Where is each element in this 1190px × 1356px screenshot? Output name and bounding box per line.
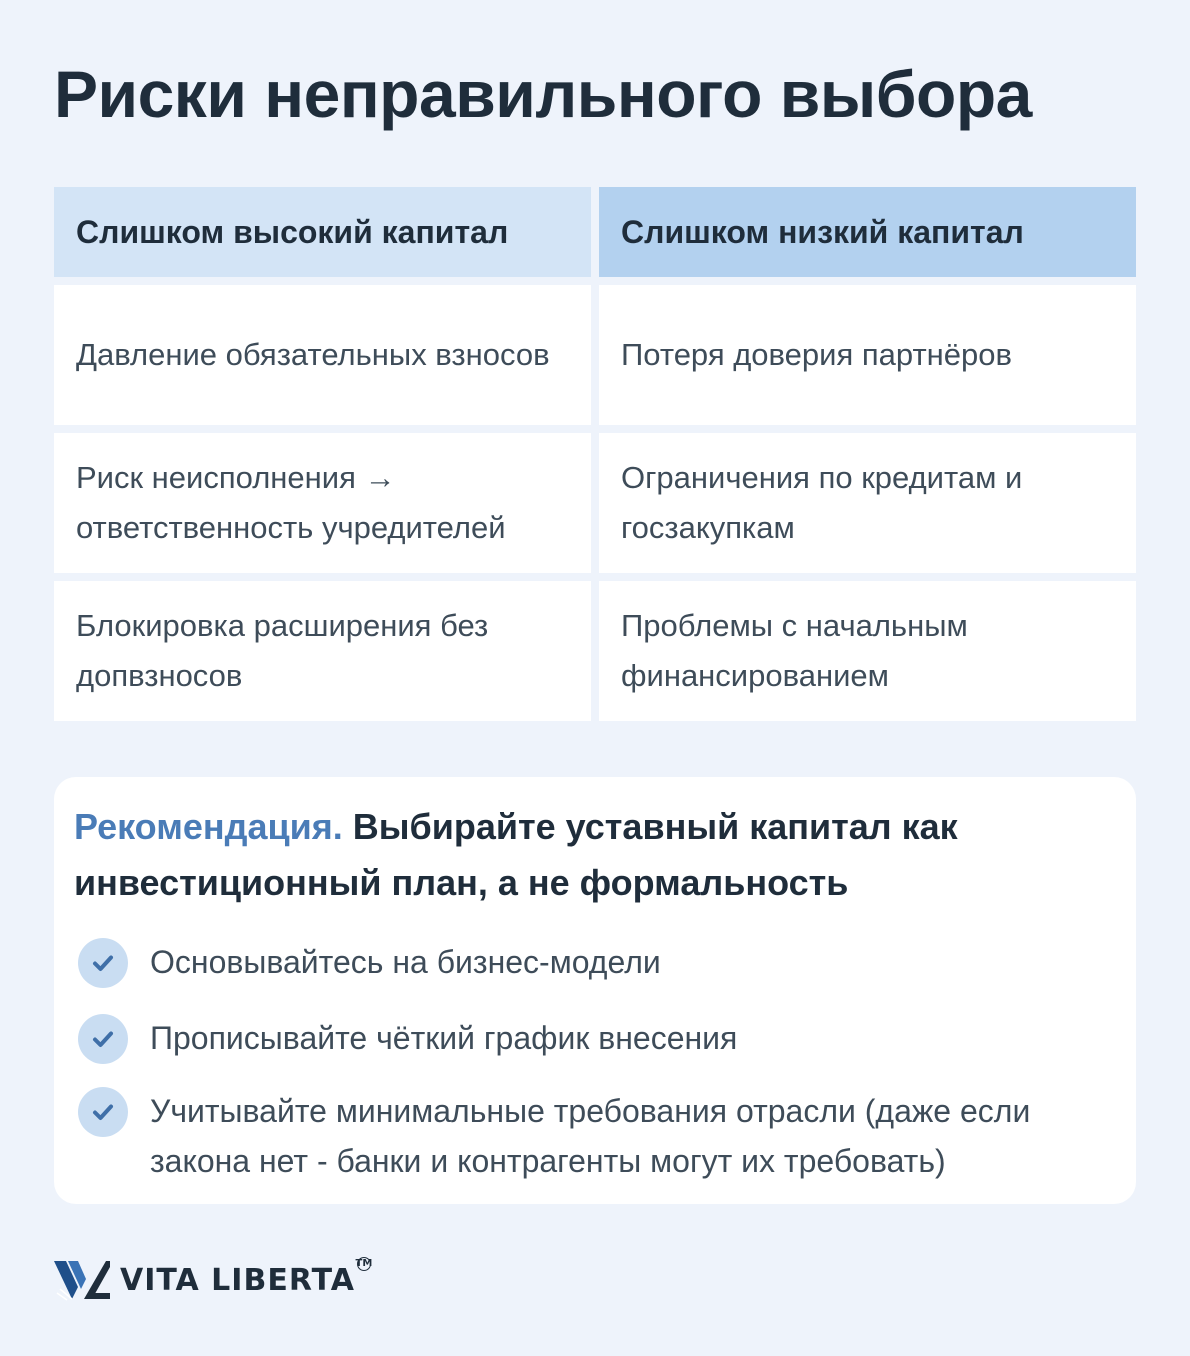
check-icon [78,938,128,988]
vita-liberta-logo-icon [54,1259,110,1301]
recommendation-list [78,937,1118,1211]
table-cell: Блокировка расширения без допвзносов [54,581,591,721]
recommendation-card [54,777,1136,1204]
list-item-text: Учитывайте минимальные требования отрасли (даже если закона нет - банки и контрагенты могут их требовать) [150,1093,1031,1179]
column-header-low-capital: Слишком низкий капитал [599,187,1136,277]
column-header-high-capital: Слишком высокий капитал [54,187,591,277]
recommendation-lead: Рекомендация. [74,806,343,847]
trademark-mark: TM [355,1258,373,1269]
table-cell: Потеря доверия партнёров [599,285,1136,425]
list-item [78,1086,1118,1186]
list-item [78,937,1118,988]
page-title: Риски неправильного выбора [54,57,1032,131]
list-item-text: Прописывайте чёткий график внесения [150,1020,738,1056]
table-cell: Давление обязательных взносов [54,285,591,425]
brand-name: VITA LIBERTA [120,1262,355,1298]
recommendation-text: Выбирайте уставный капитал как инвестиционный план, а не формальность [74,806,958,903]
list-item [78,1013,1118,1064]
table-cell: Риск неисполнения → ответственность учредителей [54,433,591,573]
table-cell: Ограничения по кредитам и госзакупкам [599,433,1136,573]
check-icon [78,1014,128,1064]
table-cell: Проблемы с начальным финансированием [599,581,1136,721]
check-icon [78,1087,128,1137]
list-item-text: Основывайтесь на бизнес-модели [150,944,661,980]
brand-footer [54,1258,371,1302]
risk-comparison-table [54,187,1136,721]
recommendation-heading [74,799,1034,911]
